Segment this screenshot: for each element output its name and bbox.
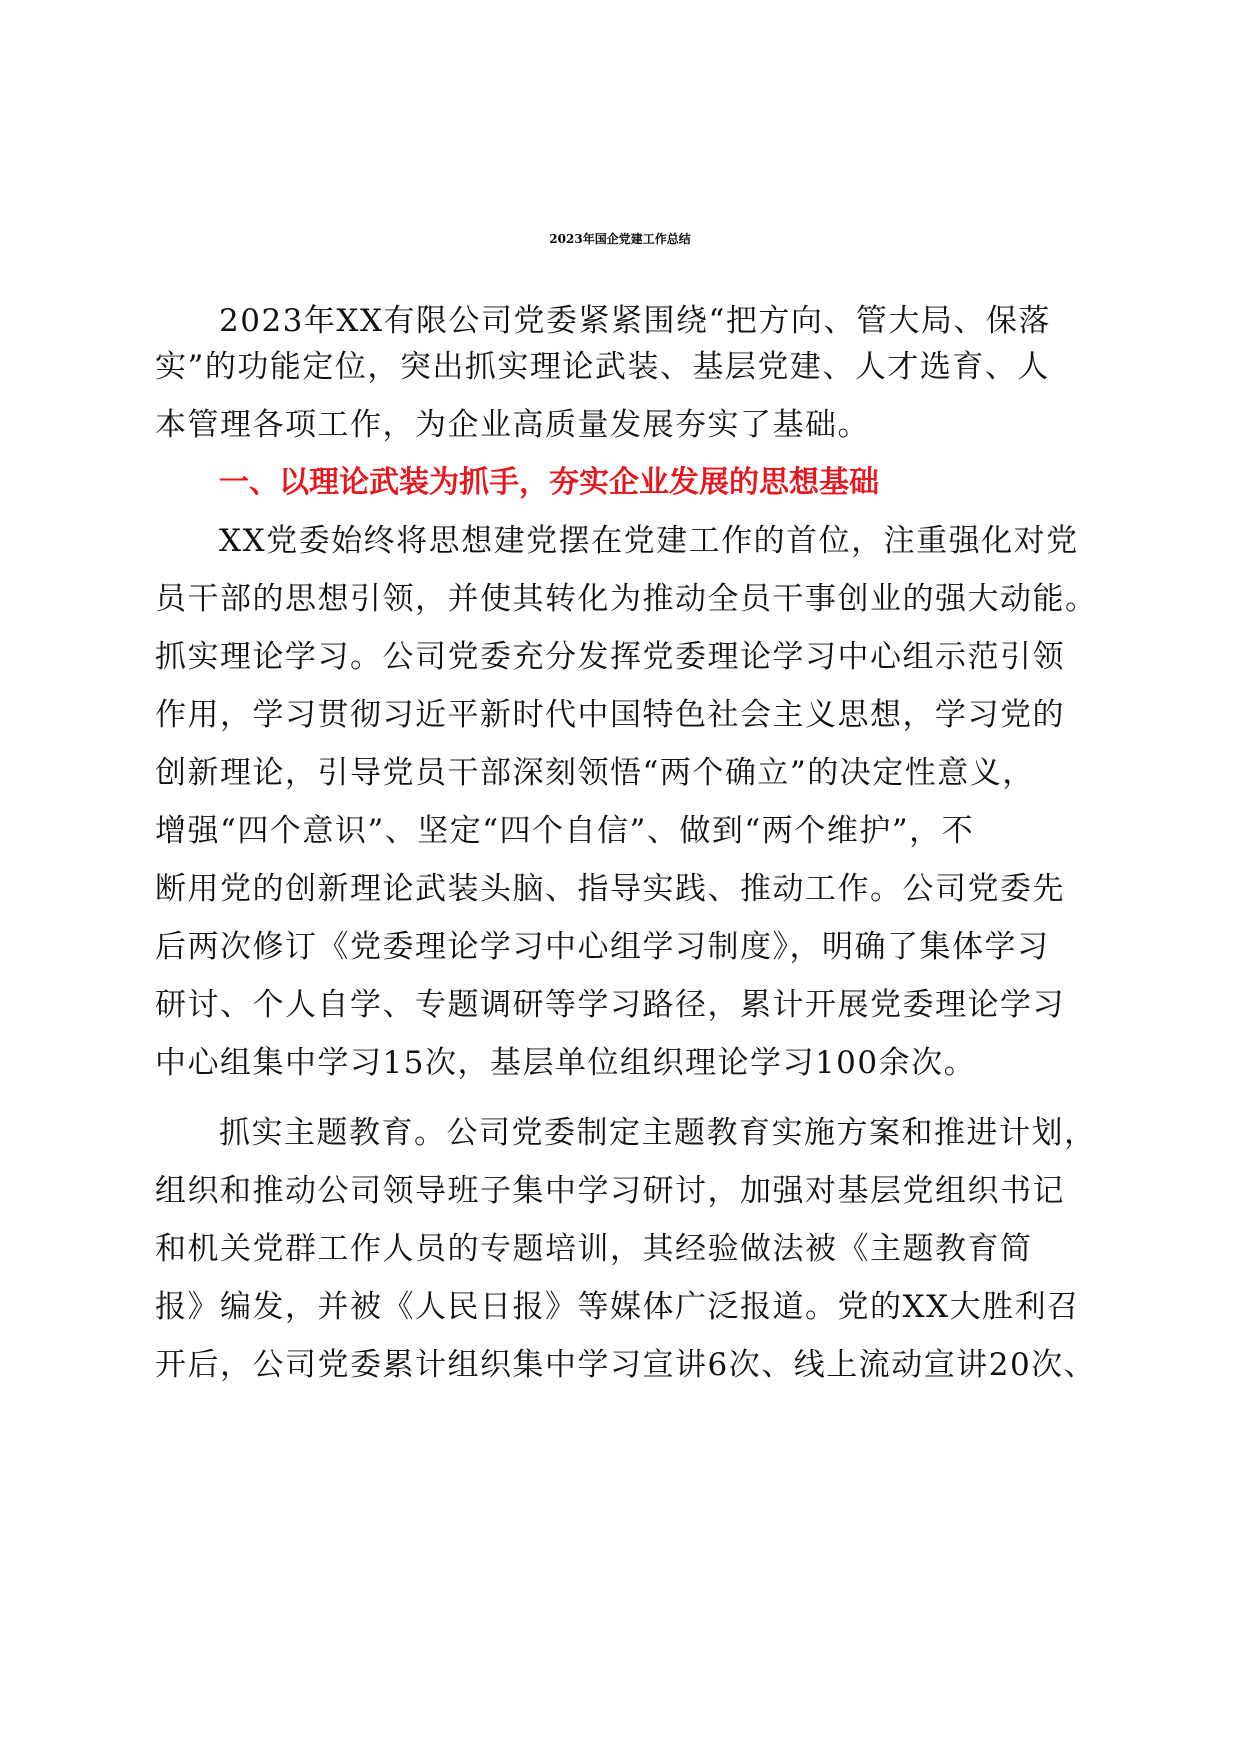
paragraph-line: 创新理论，引导党员干部深刻领悟“两个确立”的决定性意义， bbox=[155, 755, 1035, 791]
paragraph-line: 断用党的创新理论武装头脑、指导实践、推动工作。公司党委先 bbox=[155, 871, 1065, 907]
paragraph-line: XX党委始终将思想建党摆在党建工作的首位，注重强化对党 bbox=[219, 523, 1079, 559]
paragraph-line: 后两次修订《党委理论学习中心组学习制度》，明确了集体学习 bbox=[155, 929, 1050, 965]
paragraph-line: 组织和推动公司领导班子集中学习研讨，加强对基层党组织书记 bbox=[155, 1173, 1065, 1209]
paragraph-line: 2023年XX有限公司党委紧紧围绕“把方向、管大局、保落 bbox=[219, 303, 1051, 339]
paragraph-line: 开后，公司党委累计组织集中学习宣讲6次、线上流动宣讲20次、 bbox=[155, 1347, 1097, 1383]
paragraph-line: 中心组集中学习15次，基层单位组织理论学习100余次。 bbox=[155, 1045, 977, 1081]
paragraph-line: 和机关党群工作人员的专题培训，其经验做法被《主题教育简 bbox=[155, 1231, 1033, 1267]
paragraph-line: 实”的功能定位，突出抓实理论武装、基层党建、人才选育、人 bbox=[155, 349, 1050, 385]
paragraph-line: 报》编发，并被《人民日报》等媒体广泛报道。党的XX大胜利召 bbox=[155, 1289, 1080, 1325]
paragraph-line: 抓实主题教育。公司党委制定主题教育实施方案和推进计划， bbox=[219, 1115, 1097, 1151]
paragraph-line: 抓实理论学习。公司党委充分发挥党委理论学习中心组示范引领 bbox=[155, 639, 1065, 675]
section-heading: 一、以理论武装为抓手，夯实企业发展的思想基础 bbox=[219, 465, 879, 500]
paragraph-line: 增强“四个意识”、坚定“四个自信”、做到“两个维护”，不 bbox=[155, 813, 975, 849]
paragraph-line: 研讨、个人自学、专题调研等学习路径，累计开展党委理论学习 bbox=[155, 987, 1065, 1023]
document-title: 2023年国企党建工作总结 bbox=[549, 232, 691, 246]
paragraph-line: 本管理各项工作，为企业高质量发展夯实了基础。 bbox=[155, 407, 870, 443]
paragraph-line: 作用，学习贯彻习近平新时代中国特色社会主义思想，学习党的 bbox=[155, 697, 1065, 733]
paragraph-line: 员干部的思想引领，并使其转化为推动全员干事创业的强大动能。 bbox=[155, 581, 1098, 617]
